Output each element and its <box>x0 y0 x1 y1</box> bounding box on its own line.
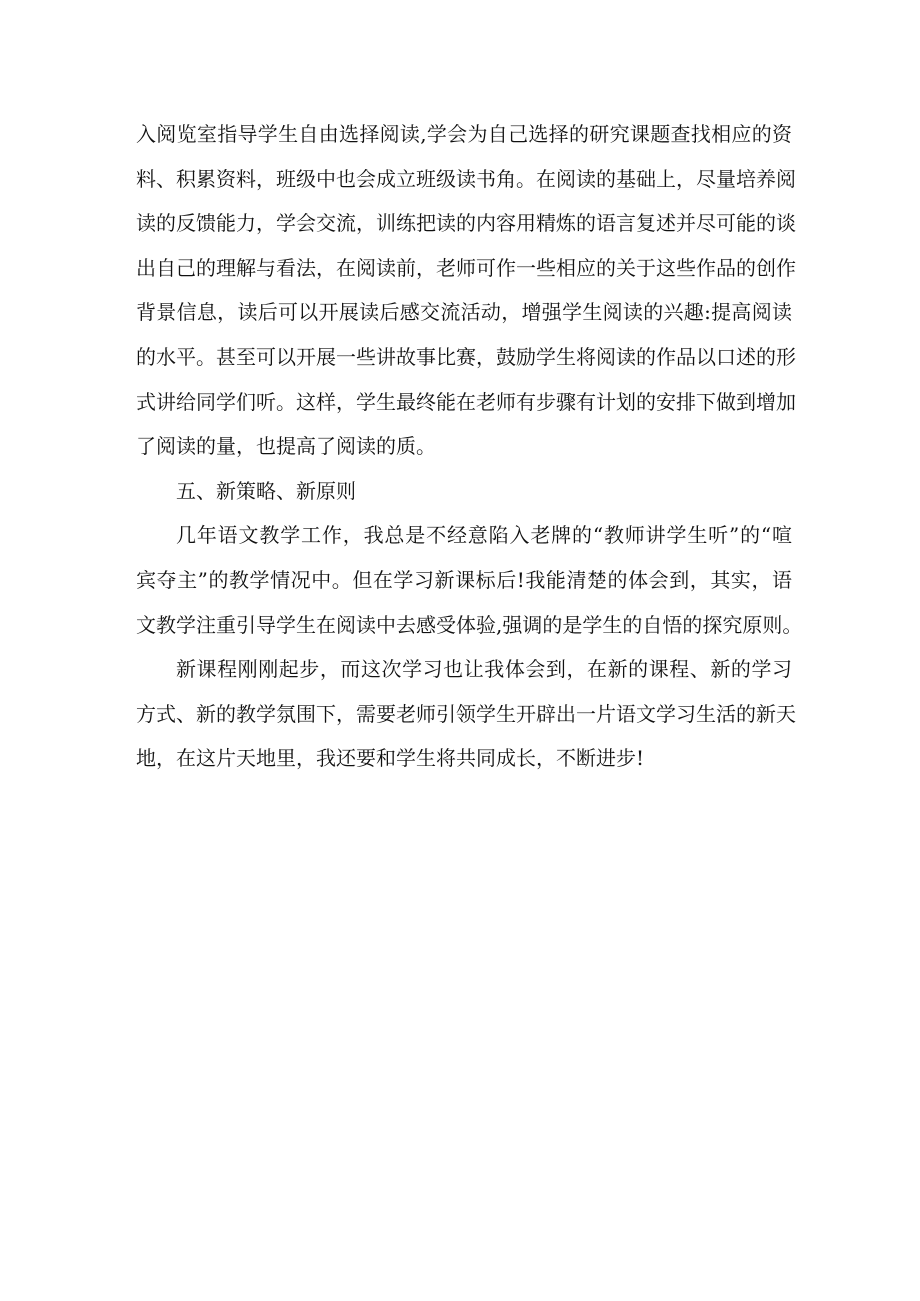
text-line: 了阅读的量，也提高了阅读的质。 <box>136 434 436 459</box>
text-line: 料、积累资料，班级中也会成立班级读书角。在阅读的基础上，尽量培养阅 <box>136 166 796 191</box>
paragraph-reading-guidance <box>136 112 796 469</box>
text-line: 新课程刚刚起步，而这次学习也让我体会到，在新的课程、新的学习 <box>176 657 792 682</box>
text-line: 几年语文教学工作，我总是不经意陷入老牌的“教师讲学生听”的“喧 <box>176 523 792 548</box>
paragraph-new-curriculum-insight <box>136 513 803 647</box>
text-line: 地，在这片天地里，我还要和学生将共同成长，不断进步! <box>136 746 645 771</box>
text-line: 文教学注重引导学生在阅读中去感受体验,强调的是学生的自悟的探究原则。 <box>136 612 803 637</box>
text-line: 入阅览室指导学生自由选择阅读,学会为自己选择的研究课题查找相应的资 <box>136 122 792 146</box>
section-heading <box>136 469 792 514</box>
document-body <box>136 112 803 781</box>
section-heading-text: 五、新策略、新原则 <box>176 478 356 503</box>
text-line: 背景信息，读后可以开展读后感交流活动，增强学生阅读的兴趣:提高阅读 <box>136 300 792 325</box>
text-line: 的水平。甚至可以开展一些讲故事比赛，鼓励学生将阅读的作品以口述的形 <box>136 344 796 369</box>
text-line: 出自己的理解与看法，在阅读前，老师可作一些相应的关于这些作品的创作 <box>136 255 796 280</box>
text-line: 读的反馈能力，学会交流，训练把读的内容用精炼的语言复述并尽可能的谈 <box>136 211 796 236</box>
text-line: 方式、新的教学氛围下，需要老师引领学生开辟出一片语文学习生活的新天 <box>136 701 796 726</box>
text-line: 式讲给同学们听。这样，学生最终能在老师有步骤有计划的安排下做到增加 <box>136 389 796 414</box>
text-line: 宾夺主”的教学情况中。但在学习新课标后!我能清楚的体会到，其实，语 <box>136 567 792 592</box>
paragraph-conclusion <box>136 647 796 781</box>
